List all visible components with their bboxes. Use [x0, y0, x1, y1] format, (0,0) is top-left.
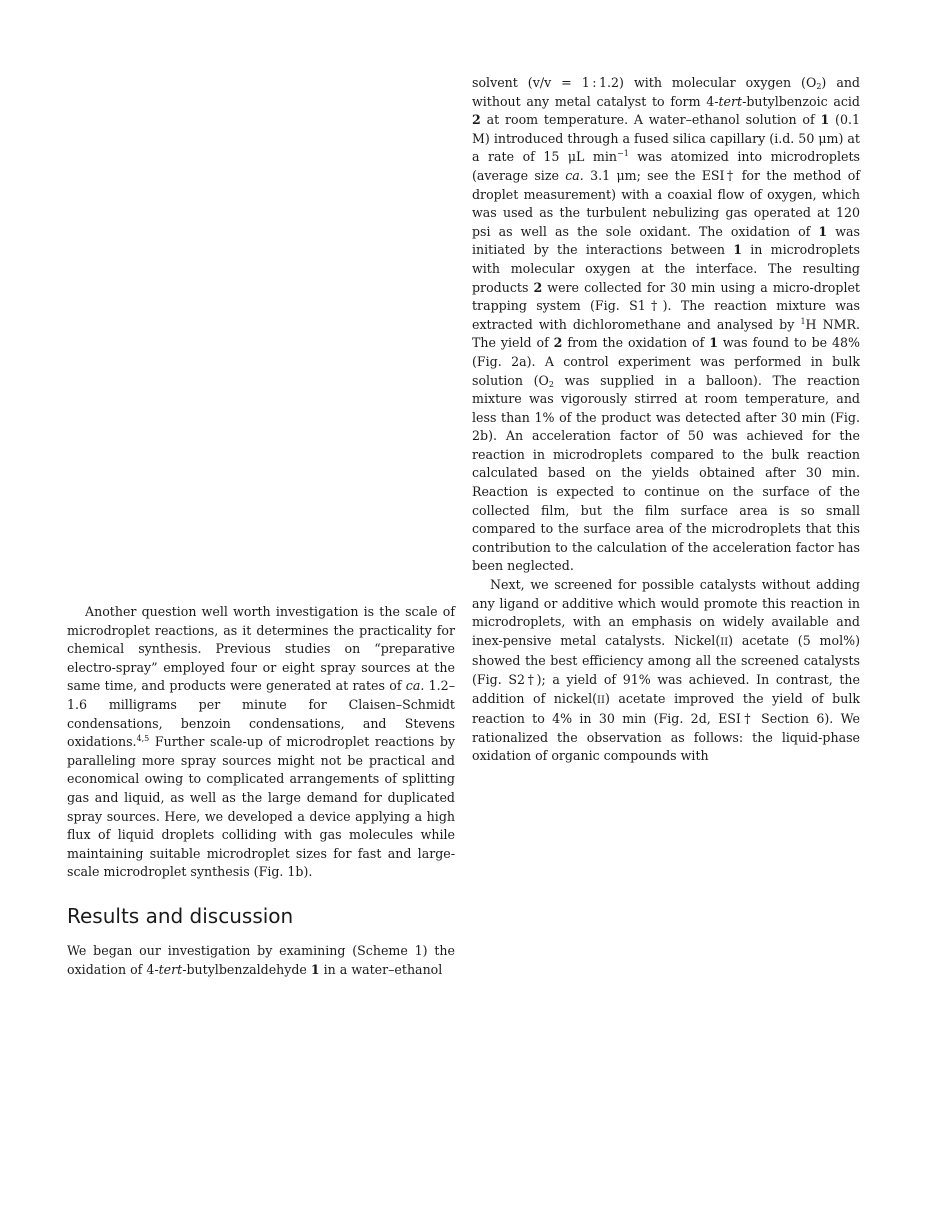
compound-number: 1 — [818, 223, 828, 239]
text-run: H NMR. The yield of — [472, 316, 860, 351]
text-run: -butylbenzaldehyde — [182, 961, 311, 977]
compound-number: 2 — [553, 335, 563, 351]
compound-number: 2 — [472, 112, 481, 128]
paragraph-oxidation-experiment — [472, 74, 860, 576]
compound-number: 2 — [533, 279, 543, 295]
text-run: Further scale-up of microdroplet reactions by paralleling more spray sources might not be practical and economical owing to complicated arrangements of splitting gas and liquid, as well as the large demand for duplicated spray sources. Here, we developed a device applying a high flux of liquid droplets colliding with gas molecules while maintaining suitable microdroplet sizes for fast and large-scale microdroplet synthesis (Fig. 1b). — [67, 734, 455, 880]
text-run: 1.2–1.6 milligrams per minute for Claisen–Schmidt condensations, benzoin condensations, and Stevens oxidations. — [67, 678, 455, 750]
text-run: 3.1 μm; see the ESI† for the method of droplet measurement) with a coaxial flow of oxygen, which was used as the turbulent nebulizing gas operated at 120 psi as well as the sole oxidant. The oxidation of — [472, 167, 860, 239]
text-run: ) acetate improved the yield of bulk reaction to 4% in 30 min (Fig. 2d, ESI† Section 6). We rationalized the observation as follows: the liquid-phase oxidation of organic compounds with — [472, 690, 860, 764]
text-run: was atomized into microdroplets (average size — [472, 149, 860, 183]
text-run: from the oxidation of — [562, 335, 710, 351]
text-run: (0.1 M) introduced through a fused silica capillary (i.d. 50 μm) at a rate of 15 μL min — [472, 112, 860, 165]
compound-number: 1 — [820, 112, 830, 128]
left-column — [67, 603, 455, 979]
paragraph-scale-of-reactions — [67, 603, 455, 882]
text-run: were collected for 30 min using a micro-droplet trapping system (Fig. S1†). The reaction mixture was extracted with dichloromethane and analysed by — [472, 279, 860, 332]
text-run: was supplied in a balloon). The reaction mixture was vigorously stirred at room temperature, and less than 1% of the product was detected after 30 min (Fig. 2b). An acceleration factor of 50 was achieved for the reaction in microdroplets compared to the bulk reaction calculated based on the yields obtained after 30 min. Reaction is expected to continue on the surface of the collected film, but the film surface area is so small compared to the surface area of the microdroplets that this contribution to the calculation of the acceleration factor has been neglected. — [472, 372, 860, 574]
italic-text: tert — [158, 961, 183, 977]
compound-number: 1 — [733, 242, 742, 258]
superscript: −1 — [617, 149, 629, 159]
right-column — [472, 74, 860, 766]
text-run: was initiated by the interactions between — [472, 223, 860, 258]
roman-numeral: II — [720, 636, 729, 648]
text-run: ) and without any metal catalyst to form 4- — [472, 75, 860, 109]
text-run: -butylbenzoic acid — [742, 93, 860, 109]
text-run: We began our investigation by examining (Scheme 1) the oxidation of 4- — [67, 942, 455, 977]
italic-text: tert — [718, 93, 743, 109]
text-run: at room temperature. A water–ethanol solution of — [480, 112, 821, 128]
italic-text: ca. — [405, 678, 425, 694]
text-run: was found to be 48% (Fig. 2a). A control experiment was performed in bulk solution (O — [472, 335, 861, 388]
citation-ref: 4,5 — [136, 734, 150, 744]
text-run: in microdroplets with molecular oxygen at the interface. The resulting products — [472, 242, 860, 295]
subscript: 2 — [548, 379, 554, 389]
compound-number: 1 — [709, 335, 718, 351]
compound-number: 1 — [310, 961, 320, 977]
paragraph-catalyst-screening — [472, 576, 860, 766]
paragraph-results-intro — [67, 942, 455, 979]
roman-numeral: II — [597, 694, 605, 706]
text-run: solvent (v/v = 1 : 1.2) with molecular oxygen (O — [472, 75, 817, 90]
text-run: Another question well worth investigation is the scale of microdroplet reactions, as it determines the practicality for chemical synthesis. Previous studies on “preparative electro-spray” employed four or eight spray sources at the same time, and products were generated at rates of — [67, 604, 455, 694]
subscript: 2 — [816, 82, 822, 91]
text-run: in a water–ethanol — [319, 961, 443, 977]
superscript: 1 — [800, 316, 806, 326]
text-run: Next, we screened for possible catalysts without adding any ligand or additive which would promote this reaction in microdroplets, with an emphasis on widely available and inex-pensive metal catalysts. Nickel( — [472, 577, 860, 648]
text-run: ) acetate (5 mol%) showed the best efficiency among all the screened catalysts (Fig. S2†); a yield of 91% was achieved. In contrast, the addition of nickel( — [472, 632, 860, 706]
section-heading: Results and discussion — [67, 903, 294, 928]
italic-text: ca. — [565, 167, 584, 183]
